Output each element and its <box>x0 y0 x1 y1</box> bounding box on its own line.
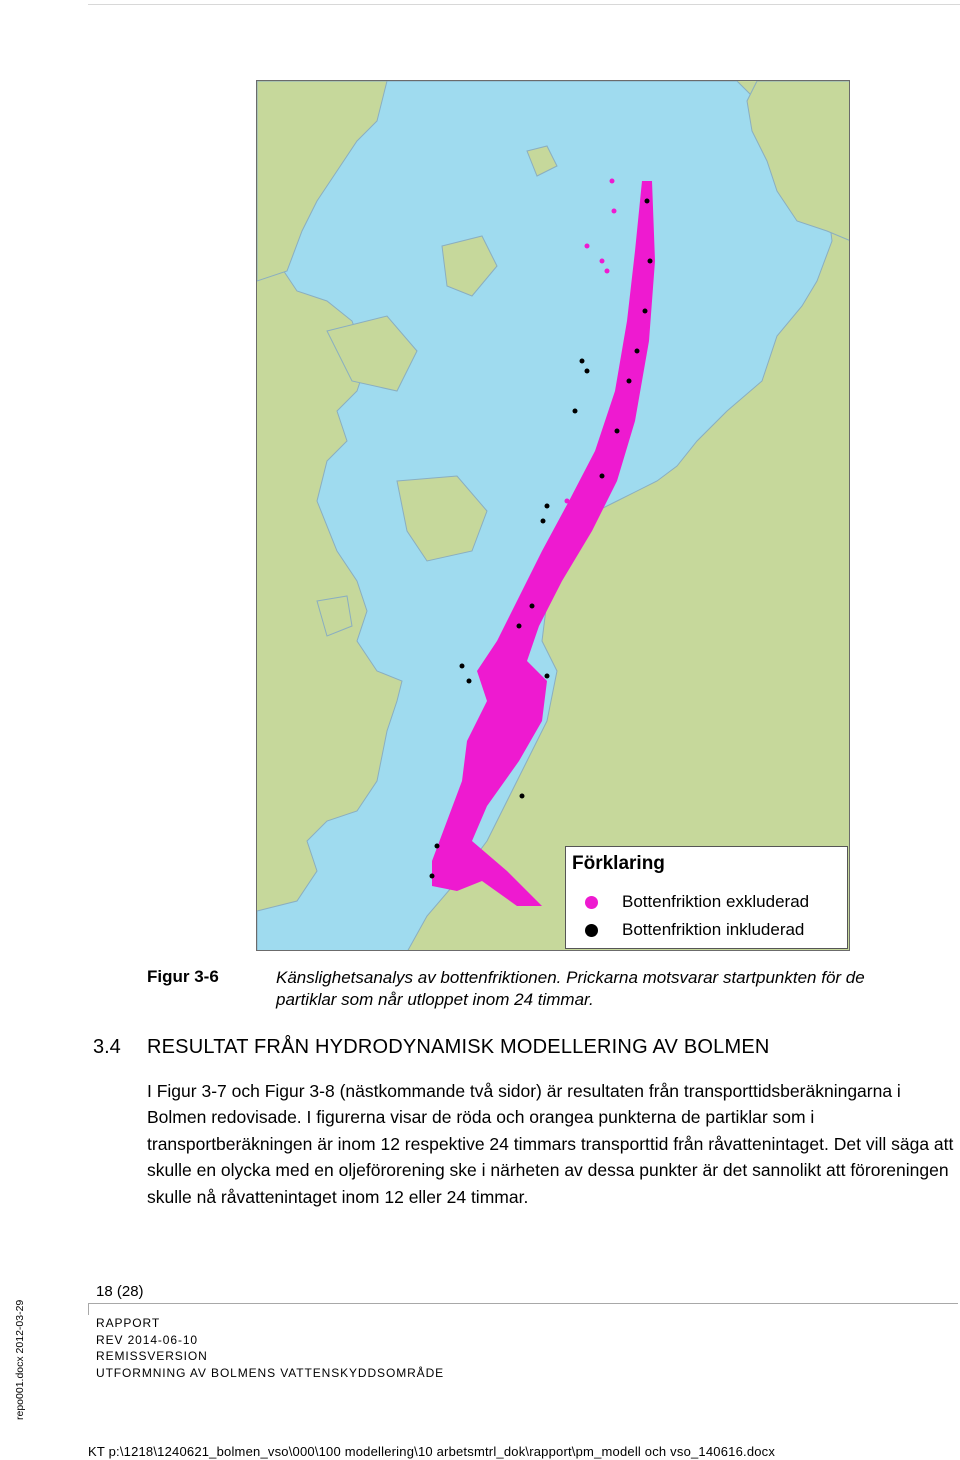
section-body: I Figur 3-7 och Figur 3-8 (nästkommande två sidor) är resultaten från transporttidsberäkningarna i Bolmen redovisade. I figurerna visar de röda och orangea punkterna de partiklar som i transportberäkningen är inom 12 respektive 24 timmars transporttid från råvattenintaget. Det vill säga att skulle en olycka med en oljeförorening ske i närheten av dessa punkter är det sannolikt att föroreningen skulle nå råvattenintaget inom 12 eller 24 timmar. <box>147 1081 954 1207</box>
black-dot-icon <box>585 924 598 937</box>
file-path: KT p:\1218\1240621_bolmen_vso\000\100 modellering\10 arbetsmtrl_dok\rapport\pm_modell och vso_140616.docx <box>88 1444 776 1459</box>
figure-caption: Känslighetsanalys av bottenfriktionen. Prickarna motsvarar startpunkten för de partiklar som når utloppet inom 24 timmar. <box>276 968 865 1009</box>
pink-dot-icon <box>585 896 598 909</box>
section-number: 3.4 <box>93 1036 121 1058</box>
footer-version: REMISSVERSION <box>96 1349 208 1363</box>
legend-label: Bottenfriktion inkluderad <box>622 920 805 939</box>
page-number: 18 (28) <box>96 1283 144 1300</box>
figure-label: Figur 3-6 <box>147 967 219 986</box>
footer-project: UTFORMNING AV BOLMENS VATTENSKYDDSOMRÅDE <box>96 1366 445 1380</box>
section-title: RESULTAT FRÅN HYDRODYNAMISK MODELLERING AV BOLMEN <box>147 1036 770 1058</box>
footer-rule <box>88 1303 958 1304</box>
legend-label: Bottenfriktion exkluderad <box>622 892 810 911</box>
legend-item-excluded <box>566 890 809 914</box>
map-legend <box>565 846 848 949</box>
footer-revision: REV 2014-06-10 <box>96 1333 198 1347</box>
footer-rule-tick <box>88 1303 89 1315</box>
footer-report: RAPPORT <box>96 1316 161 1330</box>
lake-map <box>256 80 850 951</box>
template-note: repo001.docx 2012-03-29 <box>14 1299 26 1420</box>
lake-map-drawing <box>257 81 850 951</box>
top-rule <box>88 4 960 5</box>
legend-item-included <box>566 918 804 942</box>
legend-title: Förklaring <box>572 853 665 874</box>
